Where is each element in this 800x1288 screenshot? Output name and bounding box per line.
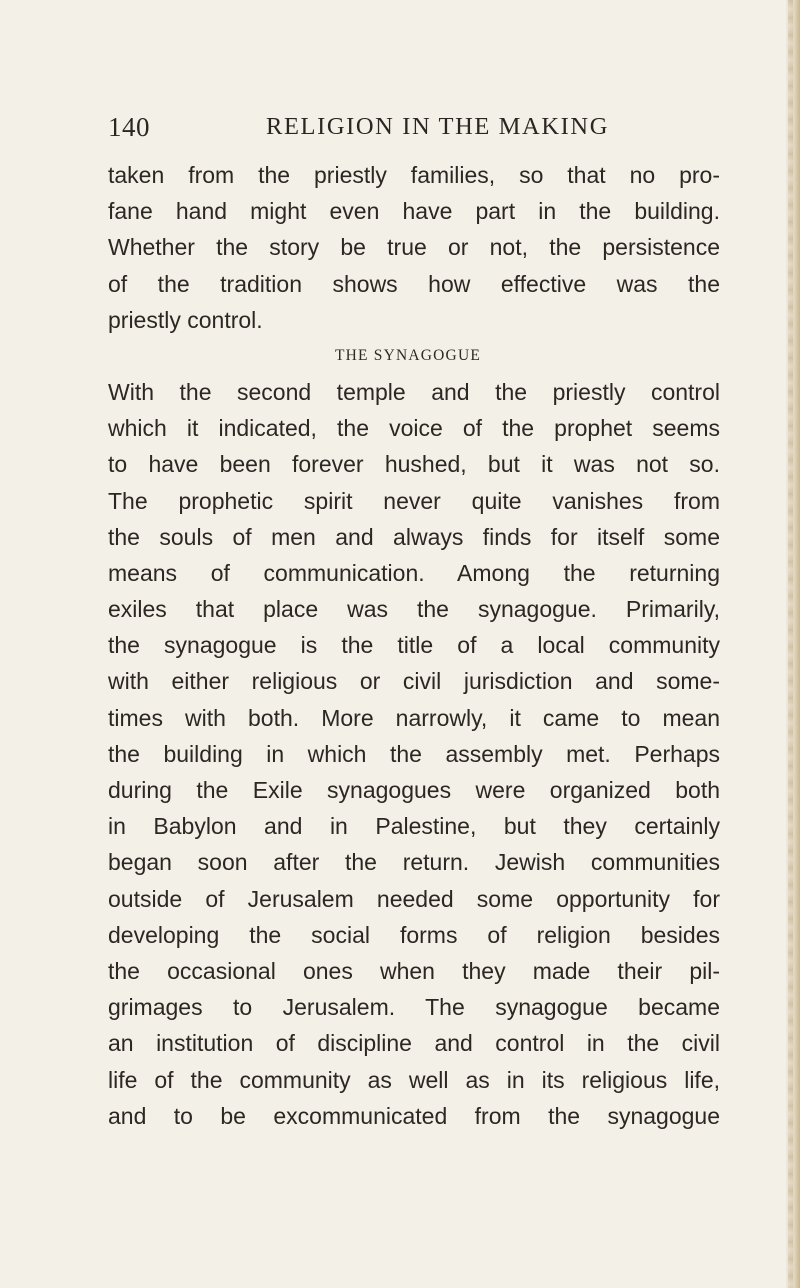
section-heading: THE SYNAGOGUE <box>334 346 482 364</box>
page-number: 140 <box>108 112 150 142</box>
text-line: an institution of discipline and control in the civil <box>108 1030 720 1057</box>
body-text <box>108 157 720 1134</box>
text-line: The prophetic spirit never quite vanishes from <box>108 487 720 514</box>
text-line: of the tradition shows how effective was the <box>108 270 720 297</box>
text-line: the occasional ones when they made their pil- <box>108 957 720 984</box>
text-line: fane hand might even have part in the building. <box>108 198 720 225</box>
running-title: RELIGION IN THE MAKING <box>266 113 609 140</box>
text-line: to have been forever hushed, but it was not so. <box>108 451 720 478</box>
text-line: times with both. More narrowly, it came to mean <box>108 704 720 731</box>
text-line: outside of Jerusalem needed some opportunity for <box>108 885 720 912</box>
paragraph-1 <box>108 157 720 338</box>
text-line: exiles that place was the synagogue. Primarily, <box>108 596 720 623</box>
text-line: the souls of men and always finds for itself some <box>108 523 720 550</box>
text-line: grimages to Jerusalem. The synagogue became <box>108 994 720 1021</box>
text-line: taken from the priestly families, so that no pro- <box>108 162 720 188</box>
text-line: With the second temple and the priestly control <box>108 378 720 405</box>
page-edge-shadow <box>786 0 800 1288</box>
paragraph-2 <box>108 374 720 1134</box>
text-line: with either religious or civil jurisdiction and some- <box>108 668 720 695</box>
text-line: the synagogue is the title of a local community <box>108 632 720 659</box>
text-line: in Babylon and in Palestine, but they certainly <box>108 813 720 840</box>
text-line: during the Exile synagogues were organized both <box>108 777 720 803</box>
text-line: priestly control. <box>108 306 263 333</box>
text-line: developing the social forms of religion besides <box>108 921 720 948</box>
text-line: and to be excommunicated from the synagogue <box>108 1102 720 1129</box>
text-line: which it indicated, the voice of the prophet seems <box>108 415 720 442</box>
running-head <box>108 110 728 150</box>
text-line: the building in which the assembly met. Perhaps <box>108 740 720 767</box>
text-line: life of the community as well as in its religious life, <box>108 1066 720 1093</box>
text-line: began soon after the return. Jewish communities <box>108 849 720 876</box>
text-line: Whether the story be true or not, the persistence <box>108 234 720 261</box>
text-line: means of communication. Among the returning <box>108 559 720 586</box>
